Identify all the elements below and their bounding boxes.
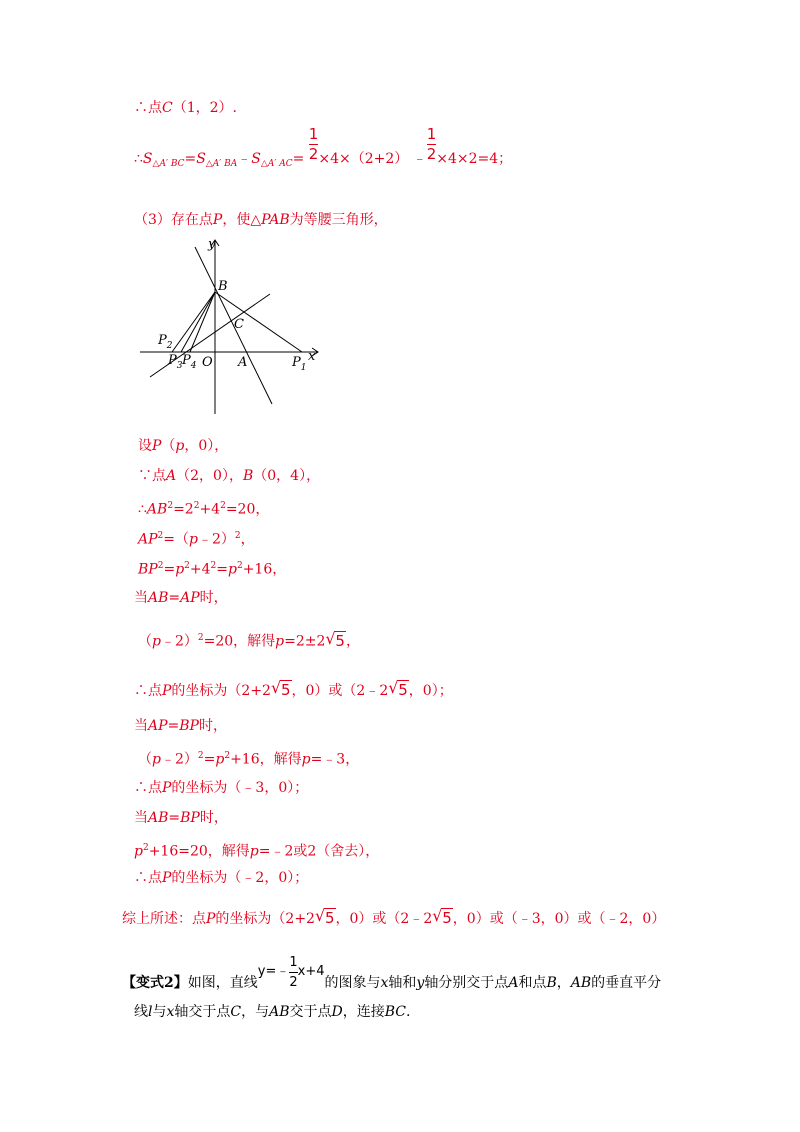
- solution-line-case1-result: ∴点P的坐标为（2+2 √ 5，0）或（2﹣2 √ 5，0）；: [134, 678, 453, 699]
- variant2-question-line1: 【变式2】如图，直线y=﹣ $\frac{1}{2}$ x+4的图象与x轴和y轴分别交于点A和点B，AB的垂直平分: [122, 955, 662, 991]
- solution-summary: 综上所述：点P的坐标为（2+2 √ 5，0）或（2﹣2 √ 5，0）或（﹣3，0）或（﹣2，0）: [122, 906, 666, 927]
- solution-line-case2: 当AP=BP时，: [134, 718, 227, 734]
- solution-line-case2-eq: $(p﹣2)^2=p^2+16$，解得p=﹣3，: [138, 751, 360, 768]
- solution-line-ab2: $\therefore AB^2=2^2+4^2=20$，: [138, 501, 270, 518]
- segment-bp3: [181, 292, 215, 352]
- segment-bp1: [215, 292, 302, 352]
- coordinate-figure: [130, 232, 330, 422]
- point-p3-label: $P_3$: [168, 353, 183, 371]
- solution-line-case3-eq: $p^2+16=20$，解得p=﹣2或2（舍去），: [134, 843, 380, 860]
- solution-line-set-p: 设P（p，0），: [138, 438, 229, 454]
- sqrt-5: √ 5: [388, 678, 408, 699]
- solution-line-case3: 当AB=BP时，: [134, 810, 228, 826]
- variant2-question-line2: 线l与x轴交于点C，与AB交于点D，连接BC.: [134, 1004, 411, 1020]
- solution-line-case1: 当AB=AP时，: [134, 590, 228, 606]
- sqrt-5: √ 5: [432, 906, 452, 927]
- point-c-label: C: [234, 317, 244, 332]
- solution-line-area: $\therefore S_{\triangle A' BC}=S_{\triangle A' BA}﹣S_{\triangle A' AC}=$ $\frac{1}{2}$ ×4×（2+2） ﹣ $\frac{1}{2}$ ×4×2=4；: [134, 125, 513, 169]
- solution-line-point-c: ∴点C（1，2）.: [134, 100, 237, 116]
- solution-line-bp2: $BP^2=p^2+4^2=p^2+16$，: [138, 561, 287, 578]
- sqrt-5: √ 5: [325, 628, 345, 650]
- point-p1-label: $P_1$: [292, 355, 307, 373]
- y-label: y: [208, 237, 216, 252]
- solution-line-case2-result: ∴点P的坐标为（﹣3，0）；: [134, 780, 309, 796]
- point-b-label: B: [218, 279, 228, 294]
- sqrt-5: √ 5: [270, 678, 291, 699]
- solution-line-case3-result: ∴点P的坐标为（﹣2，0）；: [134, 870, 309, 886]
- point-p4-label: $P_4$: [182, 353, 197, 371]
- fraction-half: $\frac{1}{2}$: [426, 125, 437, 163]
- sqrt-5: √ 5: [314, 906, 335, 927]
- solution-line-part3: （3）存在点P，使△PAB为等腰三角形，: [134, 212, 388, 228]
- fraction-half: $\frac{1}{2}$: [308, 125, 319, 163]
- origin-label: O: [202, 355, 213, 370]
- solution-line-ap2: $AP^2=(p﹣2)^2$，: [138, 531, 255, 548]
- solution-line-points-ab: ∵点A（2，0），B（0，4），: [138, 468, 321, 484]
- point-p2-label: $P_2$: [158, 333, 173, 351]
- fraction-half: $\frac{1}{2}$: [289, 955, 298, 990]
- solution-line-case1-eq: （p﹣2）$^2$=20，解得p=2±2 √ 5，: [138, 628, 360, 650]
- x-label: x: [308, 349, 316, 364]
- point-a-label: A: [238, 355, 248, 370]
